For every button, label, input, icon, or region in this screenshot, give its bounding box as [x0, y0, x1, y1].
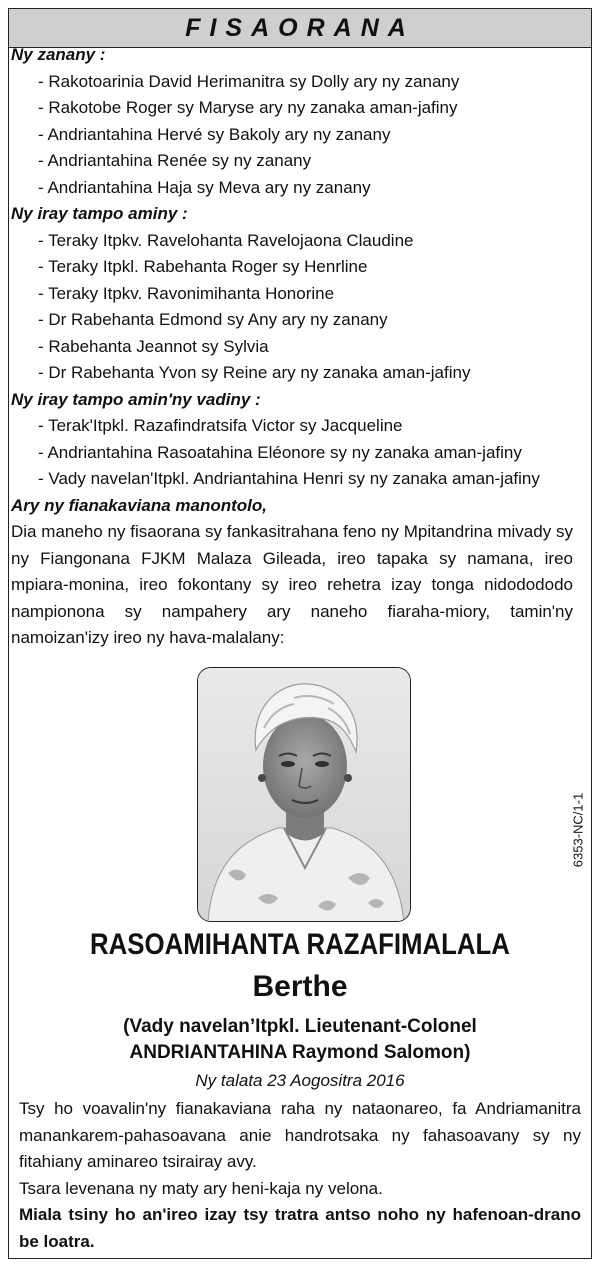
section-siblings — [11, 201, 573, 387]
list-item: - Vady navelan'Itpkl. Andriantahina Henri sy ny zanaka aman-jafiny — [38, 469, 540, 488]
section-heading: Ny iray tampo aminy : — [11, 204, 188, 223]
deceased-firstname: Berthe — [252, 970, 348, 1003]
section-heading: Ny iray tampo amin'ny vadiny : — [11, 389, 261, 409]
deceased-surname: RASOAMIHANTA RAZAFIMALALA — [90, 928, 510, 961]
closing-paragraph-1: Tsy ho voavalin'ny fianakaviana raha ny nataonareo, fa Andriamanitra manankarem-pahasoavana anie handrotsaka ny fahasoavany sy ny fitahiany aminareo tsirairay avy. — [19, 1099, 581, 1171]
list-item: - Andriantahina Rasoatahina Eléonore sy ny zanaka aman-jafiny — [38, 442, 522, 462]
list-item: - Dr Rabehanta Edmond sy Any ary ny zanany — [38, 310, 388, 329]
closing-paragraph-2: Tsara levenana ny maty ary heni-kaja ny velona. — [19, 1178, 383, 1198]
list-item: - Andriantahina Haja sy Meva ary ny zanany — [38, 177, 371, 197]
list-item: - Rakotobe Roger sy Maryse ary ny zanaka aman-jafiny — [38, 98, 458, 117]
section-children — [11, 42, 573, 201]
list-item: - Teraky Itpkl. Rabehanta Roger sy Henrline — [38, 257, 368, 276]
thanks-paragraph: Dia maneho ny fisaorana sy fankasitrahana feno ny Mpitandrina mivady sy ny Fiangonana FJKM Malaza Gileada, ireo tapaka sy namana, ireo mpiara-monina, ireo fokontany sy ireo rehetra izay tonga nidodododo nampionona sy nampahery ary naneho fiaraha-miory, tamin'ny namoizan'izy ireo ny hava-malalany: — [11, 522, 573, 647]
spouse-line-1: (Vady navelan’Itpkl. Lieutenant-Colonel — [123, 1016, 477, 1037]
list-item: - Andriantahina Hervé sy Bakoly ary ny zanany — [38, 124, 391, 144]
reference-code: 6353-NC/1-1 — [570, 792, 586, 868]
banner-title: FISAORANA — [185, 13, 415, 42]
list-item: - Rakotoarinia David Herimanitra sy Dolly ary ny zanany — [38, 71, 460, 91]
list-item: - Andriantahina Renée sy ny zanany — [38, 151, 312, 170]
section-spouse-siblings — [11, 387, 573, 493]
closing-text — [19, 1096, 581, 1255]
list-item: - Rabehanta Jeannot sy Sylvia — [38, 336, 269, 356]
spouse-line — [0, 1014, 600, 1066]
list-item: - Teraky Itpkv. Ravonimihanta Honorine — [38, 283, 335, 303]
closing-paragraph-3: Miala tsiny ho an'ireo izay tsy tratra antso noho ny hafenoan-drano be loatra. — [19, 1205, 581, 1251]
list-item: - Teraky Itpkv. Ravelohanta Ravelojaona Claudine — [38, 230, 414, 250]
family-heading: Ary ny fianakaviana manontolo, — [11, 495, 268, 515]
list-item: - Dr Rabehanta Yvon sy Reine ary ny zanaka aman-jafiny — [38, 363, 471, 382]
deceased-portrait — [197, 667, 411, 922]
list-item: - Terak'Itpkl. Razafindratsifa Victor sy Jacqueline — [38, 416, 403, 435]
portrait-image — [198, 668, 411, 922]
section-heading: Ny zanany : — [11, 45, 106, 64]
spouse-line-2: ANDRIANTAHINA Raymond Salomon) — [129, 1042, 471, 1063]
date-line: Ny talata 23 Aogositra 2016 — [195, 1071, 405, 1090]
notice-body — [11, 42, 573, 652]
